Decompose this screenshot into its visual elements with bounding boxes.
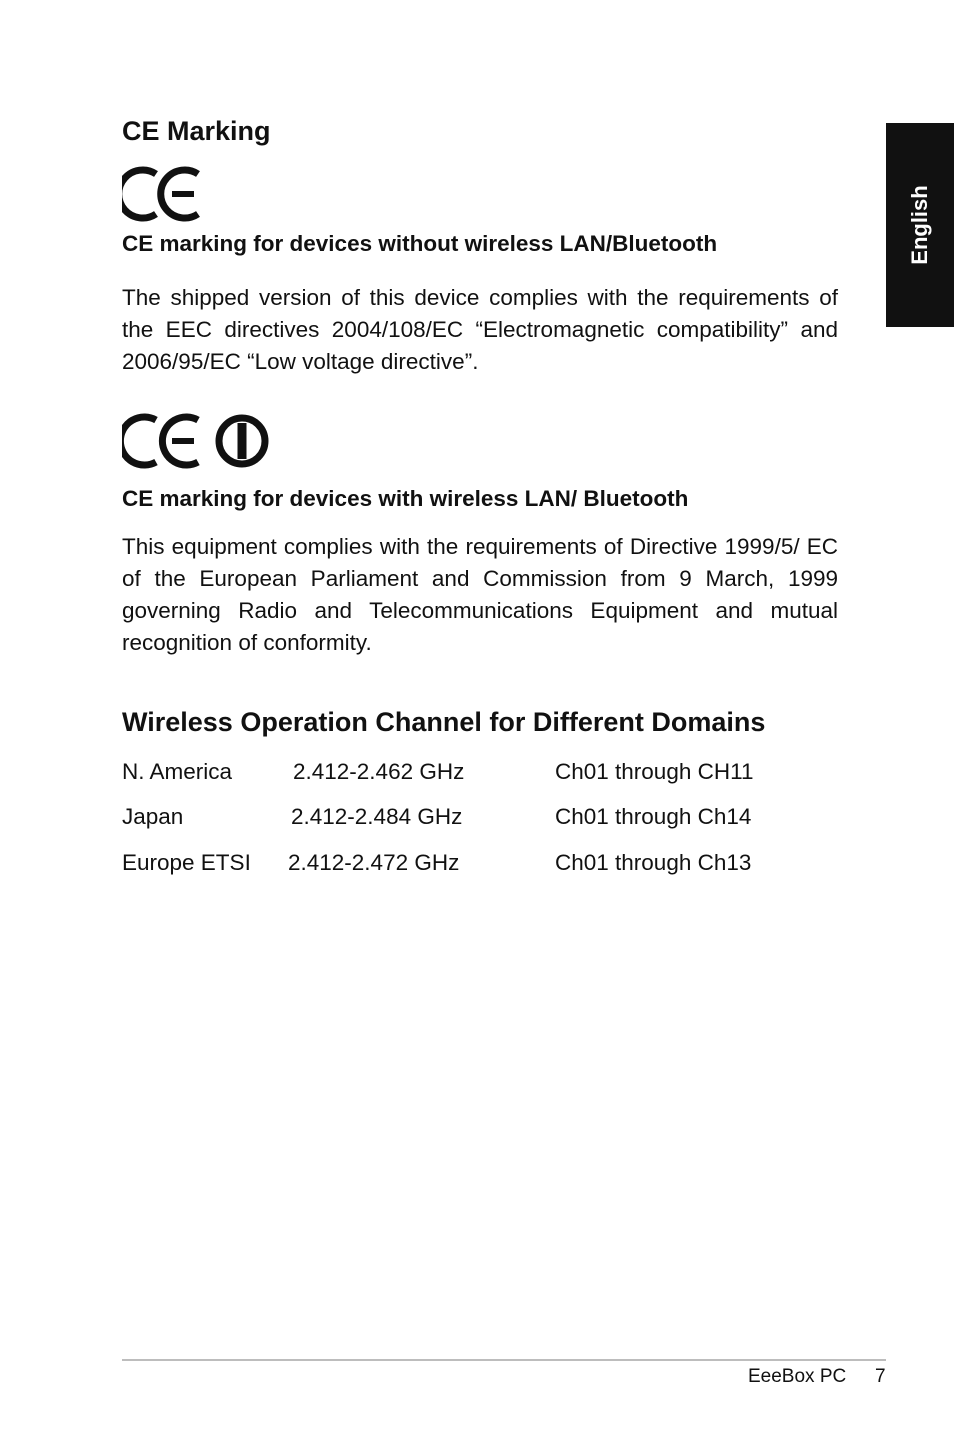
footer-product-name: EeeBox PC — [748, 1366, 847, 1387]
table-row — [122, 759, 822, 791]
language-tab-label: English — [907, 185, 932, 265]
channels-cell: Ch01 through CH11 — [555, 759, 754, 784]
frequency-cell: 2.412-2.472 GHz — [288, 850, 460, 875]
wireless-channels-title: Wireless Operation Channel for Different Domains — [122, 707, 766, 737]
footer-page-number: 7 — [875, 1366, 886, 1387]
language-tab — [886, 123, 954, 327]
domain-cell: N. America — [122, 759, 233, 784]
ce-marking-title: CE Marking — [122, 116, 271, 146]
footer-divider — [122, 1359, 886, 1361]
domain-cell: Europe ETSI — [122, 850, 251, 875]
frequency-cell: 2.412-2.484 GHz — [291, 804, 463, 829]
ce-alert-mark-icon — [122, 412, 272, 470]
channels-cell: Ch01 through Ch13 — [555, 850, 752, 875]
table-row — [122, 804, 822, 836]
domain-cell: Japan — [122, 804, 184, 829]
ce-without-wireless-heading: CE marking for devices without wireless LAN/Bluetooth — [122, 231, 718, 256]
table-row — [122, 850, 822, 882]
frequency-cell: 2.412-2.462 GHz — [293, 759, 465, 784]
ce-with-wireless-heading: CE marking for devices with wireless LAN/ Bluetooth — [122, 486, 689, 511]
ce-mark-icon — [122, 166, 202, 222]
ce-without-wireless-paragraph: The shipped version of this device complies with the requirements of the EEC directives 2004/108/EC “Electromagnetic compatibility” and 2006/95/EC “Low voltage directive”. — [122, 285, 838, 374]
ce-with-wireless-paragraph: This equipment complies with the requirements of Directive 1999/5/ EC of the European Parliament and Commission from 9 March, 1999 governing Radio and Telecommunications Equipment and mutual recognition of conformity. — [122, 534, 838, 655]
channels-cell: Ch01 through Ch14 — [555, 804, 752, 829]
